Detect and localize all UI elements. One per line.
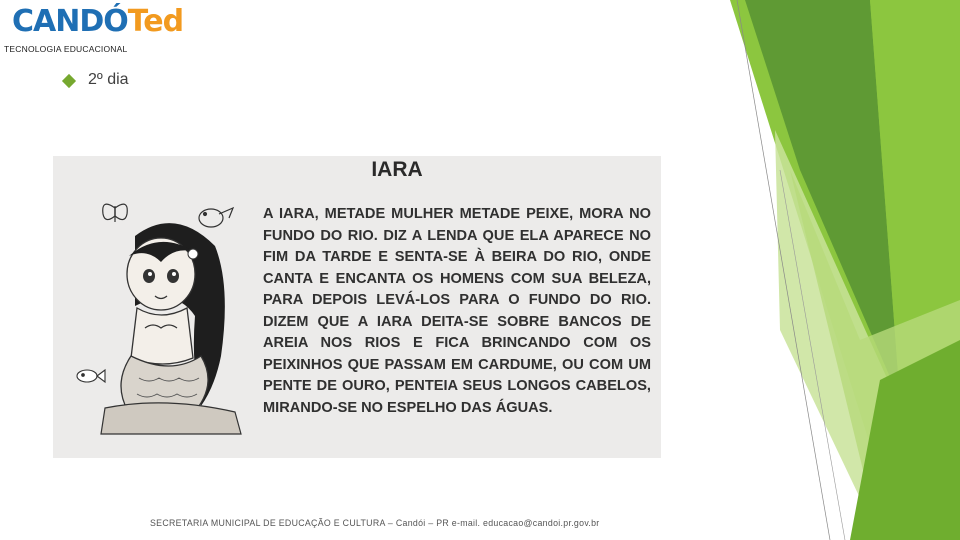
story-text: A IARA, METADE MULHER METADE PEIXE, MORA NO FUNDO DO RIO. DIZ A LENDA QUE ELA APARECE NO FIM DA TARDE E SENTA-SE À BEIRA DO RIO, ONDE CANTA E ENCANTA OS HOMENS COM SUA BELEZA, PARA DEPOIS LEVÁ-LOS PARA O FUNDO DO RIO. DIZEM QUE A IARA DEITA-SE SOBRE BANCOS DE AREIA NOS RIOS E FICA BRINCANDO COM OS PEIXINHOS QUE PASSAM EM CARDUME, OU COM UM PENTE DE OURO, PENTEIA SEUS LONGOS CABELOS, MIRANDO-SE NO ESPELHO DAS ÁGUAS. bbox=[263, 206, 651, 416]
candoi-logo bbox=[4, 2, 184, 58]
story-title: IARA bbox=[371, 158, 423, 181]
logo-word-accent: Ted bbox=[127, 4, 184, 39]
slide-bullet-text: 2º dia bbox=[88, 71, 129, 88]
story-panel bbox=[53, 156, 661, 458]
bullet-diamond-icon bbox=[62, 74, 76, 88]
iara-mermaid-illustration bbox=[65, 196, 251, 436]
logo-tagline: TECNOLOGIA EDUCACIONAL bbox=[4, 44, 128, 54]
logo-word-main: CANDÓ bbox=[12, 4, 128, 39]
footer-text: SECRETARIA MUNICIPAL DE EDUCAÇÃO E CULTURA – Candói – PR e-mail. educacao@candoi.pr.gov.br bbox=[150, 518, 600, 528]
logo-wordmark bbox=[12, 2, 183, 42]
